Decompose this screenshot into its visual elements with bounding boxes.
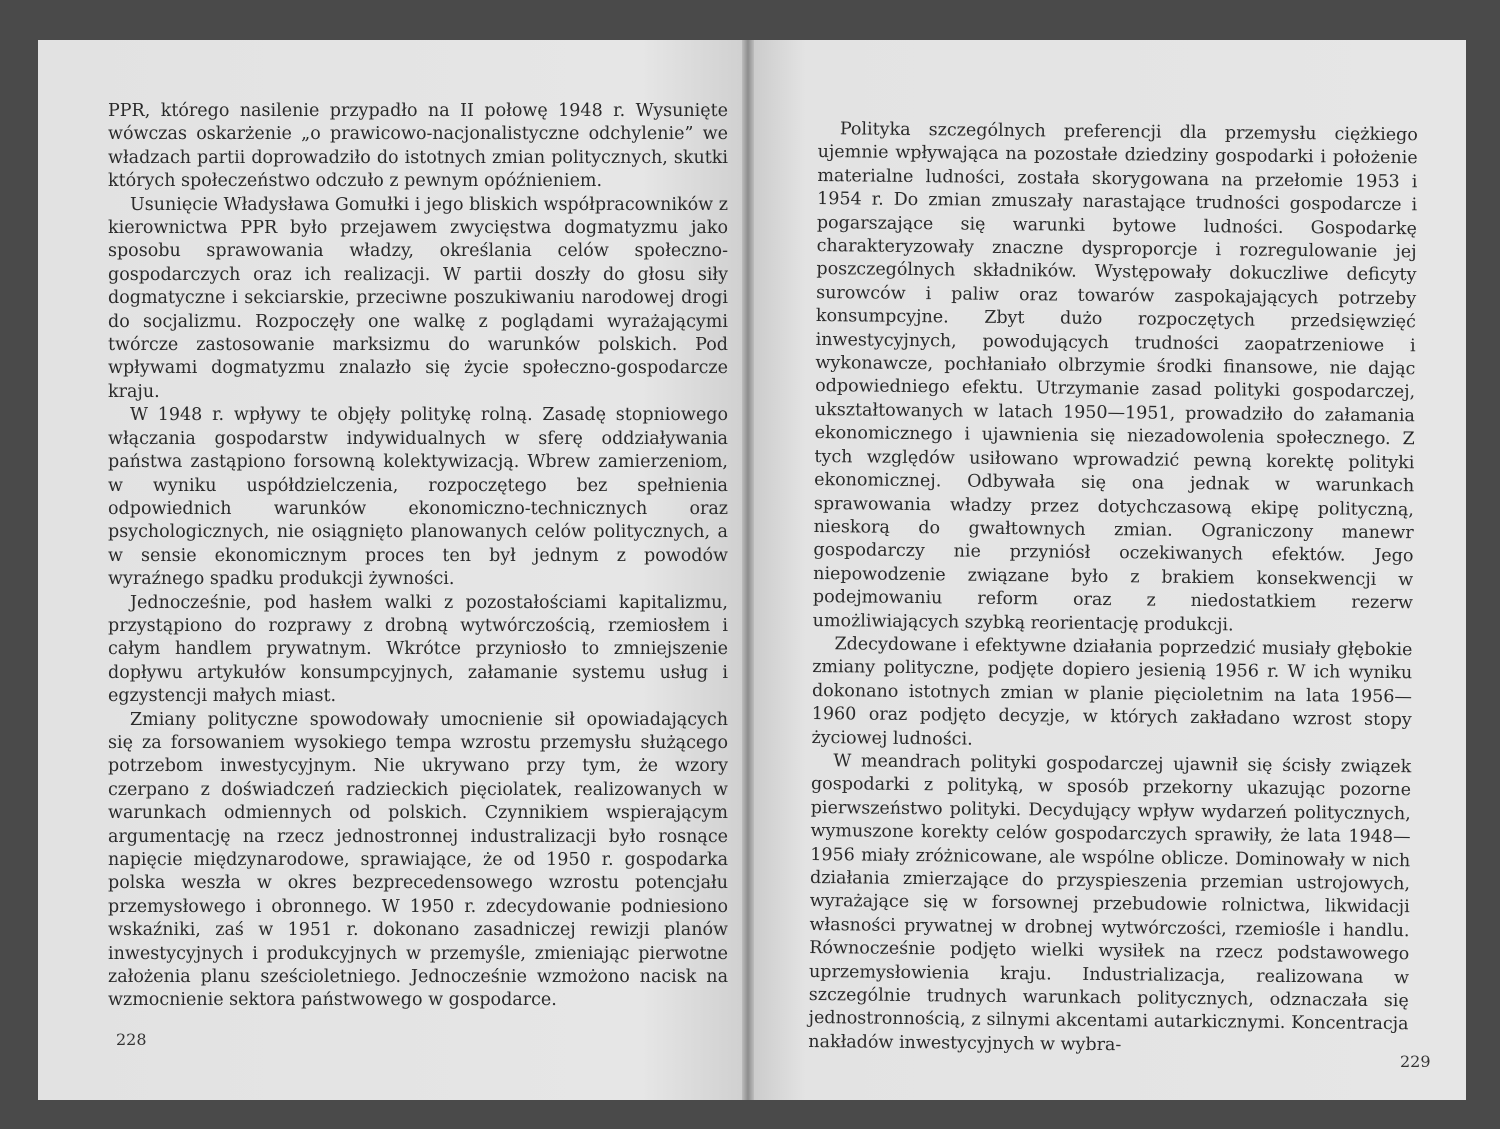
page-number: 229 xyxy=(1400,1052,1431,1071)
book-gutter xyxy=(742,40,754,1100)
paragraph: PPR, którego nasilenie przypadło na II połowę 1948 r. Wysunięte wówczas oskarżenie „o prawicowo-nacjonalistyczne odchylenie” we władzach partii doprowadziło do istotnych zmian politycznych, skutki których społeczeństwo odczuło z pewnym opóźnieniem. xyxy=(108,101,728,192)
paragraph: W 1948 r. wpływy te objęły politykę rolną. Zasadę stopniowego włączania gospodarstw indywidualnych w sferę oddziaływania państwa zastąpiono forsowną kolektywizacją. Wbrew zamierzeniom, w wyniku uspółdzielczenia, rozpoczętego bez spełnienia odpowiednich warunków ekonomiczno-technicznych oraz psychologicznych, nie osiągnięto planowanych celów politycznych, a w sensie ekonomicznym proces ten był jednym z powodów wyraźnego spadku produkcji żywności. xyxy=(108,405,728,590)
paragraph: W meandrach polityki gospodarczej ujawnił się ścisły związek gospodarki z polityką, w sposób przekorny ukazując pozorne pierwszeństwo polityki. Decydujący wpływ wydarzeń politycznych, wymuszone korekty celów gospodarczych sprawiły, że lata 1948—1956 miały zróżnicowane, ale wspólne oblicze. Dominowały w nich działania zmierzające do przyspieszenia przemian ustrojowych, wyrażające się w forsownej przebudowie rolnictwa, likwidacji własności prywatnej w drobnej wytwórczości, rzemiośle i handlu. Równocześnie podjęto wielki wysiłek na rzecz podstawowego uprzemysłowienia kraju. Industrializacja, realizowana w szczególnie trudnych warunkach politycznych, odznaczała się jednostronnością, z silnymi akcentami autarkicznymi. Koncentracja nakładów inwestycyjnych w wybra- xyxy=(808,751,1412,1056)
paragraph: Zdecydowane i efektywne działania poprzedzić musiały głębokie zmiany polityczne, podjęte dopiero jesienią 1956 r. W ich wyniku dokonano istotnych zmian w planie pięcioletnim na lata 1956—1960 oraz podjęto decyzje, w których zakładano wzrost stopy życiowej ludności. xyxy=(811,634,1413,750)
paragraph: Jednocześnie, pod hasłem walki z pozostałościami kapitalizmu, przystąpiono do rozprawy z drobną wytwórczością, rzemiosłem i całym handlem prywatnym. Wkrótce przyniosło to zmniejszenie dopływu artykułów konsumpcyjnych, załamanie systemu usług i egzystencji małych miast. xyxy=(108,592,728,707)
paragraph: Zmiany polityczne spowodowały umocnienie sił opowiadających się za forsowaniem wysokiego tempa wzrostu przemysłu służącego potrzebom inwestycyjnym. Nie ukrywano przy tym, że wzory czerpano z doświadczeń radzieckich pięciolatek, realizowanych w warunkach odmiennych od polskich. Czynnikiem wspierającym argumentację na rzecz jednostronnej industralizacji było rosnące napięcie międzynarodowe, sprawiające, że od 1950 r. gospodarka polska weszła w okres bezprecedensowego wzrostu potencjału przemysłowego i obronnego. W 1950 r. zdecydowanie podniesiono wskaźniki, zaś w 1951 r. dokonano zasadniczej rewizji planów inwestycyjnych i produkcyjnych w przemyśle, zmieniając pierwotne założenia planu sześcioletniego. Jednocześnie wzmożono nacisk na wzmocnienie sektora państwowego w gospodarce. xyxy=(108,709,728,1011)
paragraph: Usunięcie Władysława Gomułki i jego bliskich współpracowników z kierownictwa PPR było przejawem zwycięstwa dogmatyzmu jako sposobu sprawowania władzy, określania celów społeczno-gospodarczych oraz ich realizacji. W partii doszły do głosu siły dogmatyczne i sekciarskie, przeciwne poszukiwaniu narodowej drogi do socjalizmu. Rozpoczęły one walkę z poglądami wyrażającymi twórcze zastosowanie marksizmu do warunków polskich. Pod wpływami dogmatyzmu znalazło się życie społeczno-gospodarcze kraju. xyxy=(108,194,728,402)
page-number: 228 xyxy=(116,1030,147,1049)
right-page xyxy=(748,40,1466,1100)
right-page-text xyxy=(808,118,1418,1060)
open-book xyxy=(38,40,1466,1100)
left-page-text xyxy=(108,100,728,1013)
left-page xyxy=(38,40,748,1100)
paragraph: Polityka szczególnych preferencji dla przemysłu ciężkiego ujemnie wpływająca na pozostałe dziedziny gospodarki i położenie materialne ludności, została skorygowana na przełomie 1953 i 1954 r. Do zmian zmuszały narastające trudności gospodarcze i pogarszające się warunki bytowe ludności. Gospodarkę charakteryzowały znaczne dysproporcje i rozregulowanie jej poszczególnych składników. Występowały dokuczliwe deficyty surowców i paliw oraz towarów zaspokajających potrzeby konsumpcyjne. Zbyt dużo rozpoczętych przedsięwzięć inwestycyjnych, powodujących trudności zaopatrzeniowe i wykonawcze, pochłaniało olbrzymie środki finansowe, nie dając odpowiedniego efektu. Utrzymanie zasad polityki gospodarczej, ukształtowanych w latach 1950—1951, prowadziło do załamania ekonomicznego i ujawnienia się niezadowolenia społecznego. Z tych względów usiłowano wprowadzić pewną korektę polityki ekonomicznej. Odbywała się ona jednak w warunkach sprawowania władzy przez dotychczasową ekipę polityczną, nieskorą do gwałtownych zmian. Ograniczony manewr gospodarczy nie przyniósł oczekiwanych efektów. Jego niepowodzenie związane było z brakiem konsekwencji w podejmowaniu reform oraz z niedostatkiem rezerw umożliwiających szybką reorientację produkcji. xyxy=(812,119,1418,635)
